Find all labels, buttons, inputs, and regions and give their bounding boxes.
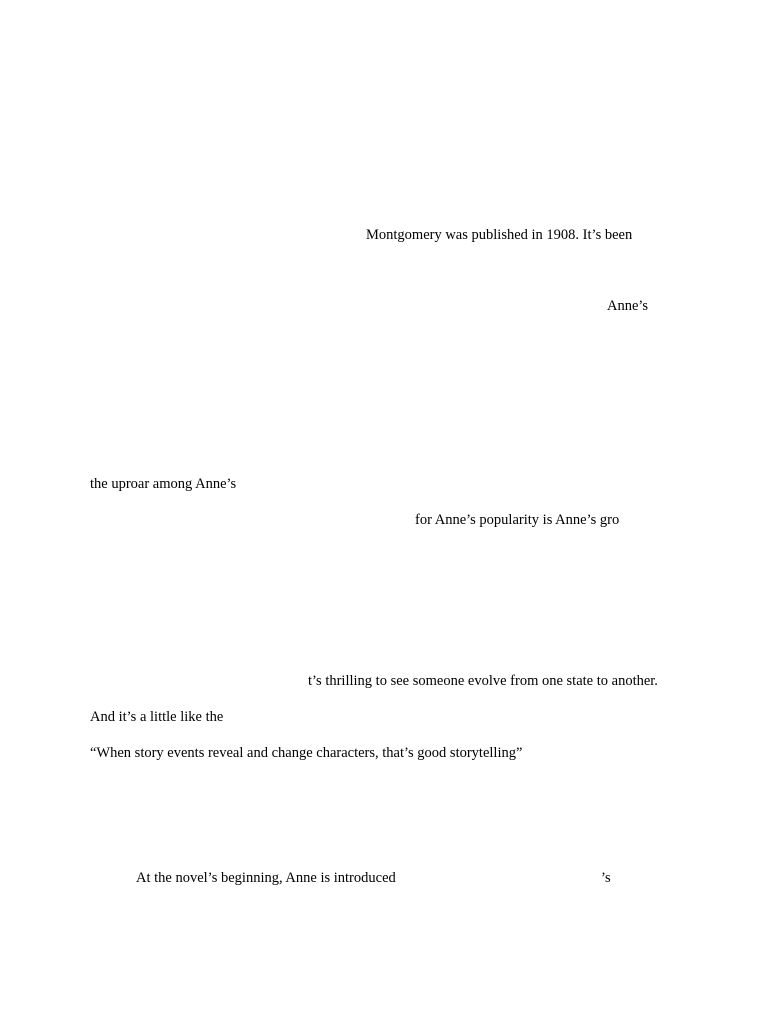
text-fragment-quote: “When story events reveal and change characters, that’s good storytelling” [90, 745, 523, 761]
text-fragment-little-like: And it’s a little like the [90, 709, 224, 725]
text-fragment-popularity: for Anne’s popularity is Anne’s gro [415, 512, 620, 528]
text-fragment-possessive: ’s [601, 870, 611, 886]
text-fragment-annes: Anne’s [607, 298, 649, 314]
text-fragment-uproar: the uproar among Anne’s [90, 476, 237, 492]
text-fragment-publication: Montgomery was published in 1908. It’s been [366, 227, 633, 243]
text-fragment-novel-beginning: At the novel’s beginning, Anne is introduced [136, 870, 396, 886]
text-fragment-thrilling: t’s thrilling to see someone evolve from one state to another. [308, 673, 658, 689]
